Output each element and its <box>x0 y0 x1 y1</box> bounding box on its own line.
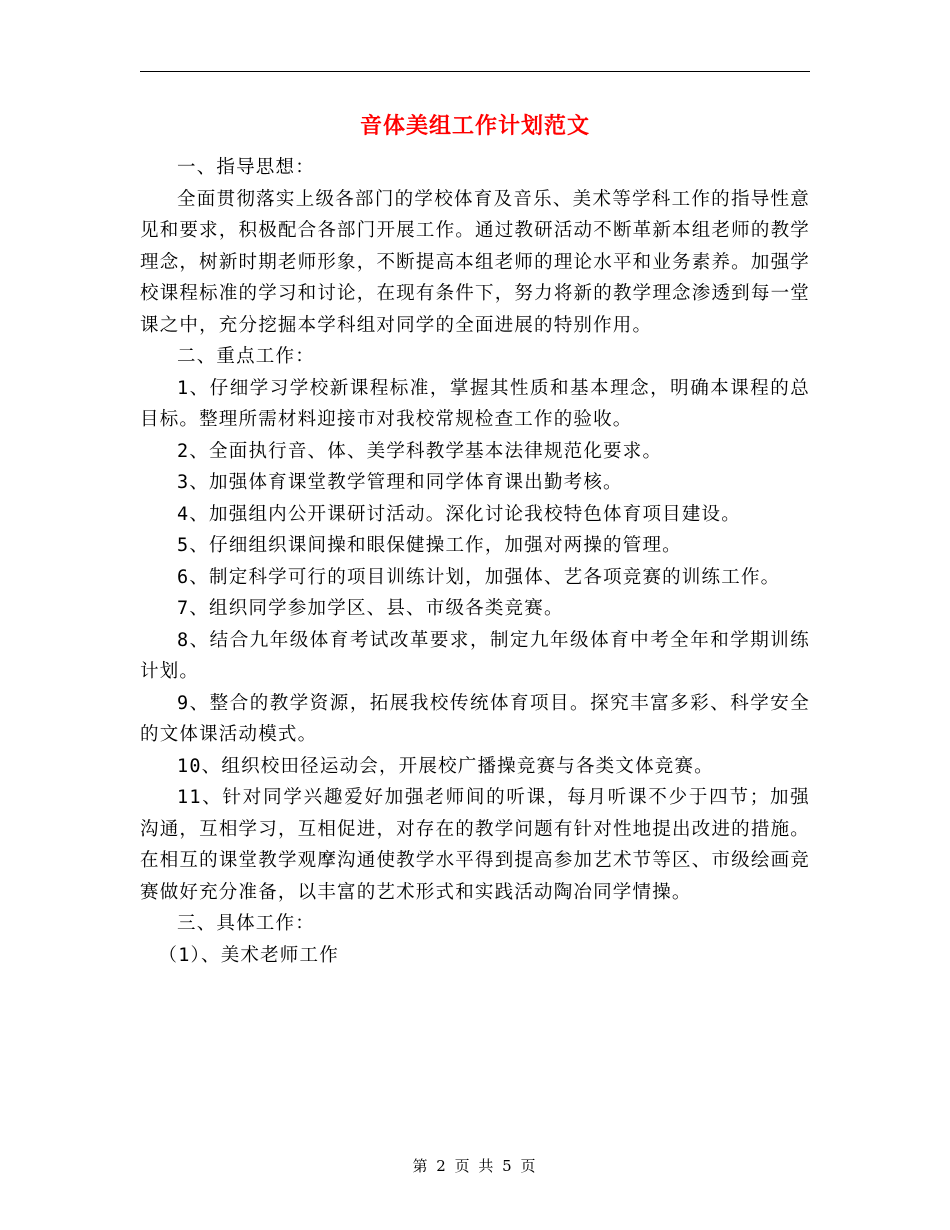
subsection-heading-art: （1）、美术老师工作 <box>158 944 339 966</box>
section-heading-1: 一、指导思想： <box>177 157 315 178</box>
document-body <box>140 152 810 971</box>
list-item-8: 8、结合九年级体育考试改革要求，制定九年级体育中考全年和学期训练计划。 <box>140 629 810 682</box>
list-item-4: 4、加强组内公开课研讨活动。深化讨论我校特色体育项目建设。 <box>177 503 741 525</box>
list-item-1: 1、仔细学习学校新课程标准，掌握其性质和基本理念，明确本课程的总目标。整理所需材料迎接市对我校常规检查工作的验收。 <box>140 377 810 430</box>
list-item-10: 10、组织校田径运动会，开展校广播操竞赛与各类文体竞赛。 <box>177 755 714 777</box>
document-title: 音体美组工作计划范文 <box>359 113 590 139</box>
page-footer: 第 2 页 共 5 页 <box>412 1157 538 1175</box>
paragraph-guiding-thought: 全面贯彻落实上级各部门的学校体育及音乐、美术等学科工作的指导性意见和要求，积极配合各部门开展工作。通过教研活动不断革新本组老师的教学理念，树新时期老师形象，不断提高本组老师的理论水平和业务素养。加强学校课程标准的学习和讨论，在现有条件下，努力将新的教学理念渗透到每一堂课之中，充分挖掘本学科组对同学的全面进展的特别作用。 <box>140 188 810 336</box>
list-item-3: 3、加强体育课堂教学管理和同学体育课出勤考核。 <box>177 472 623 493</box>
list-item-2: 2、全面执行音、体、美学科教学基本法律规范化要求。 <box>177 440 663 462</box>
section-heading-2: 二、重点工作： <box>177 346 315 367</box>
list-item-7: 7、组织同学参加学区、县、市级各类竞赛。 <box>177 598 564 619</box>
section-heading-3: 三、具体工作： <box>177 913 315 934</box>
list-item-6: 6、制定科学可行的项目训练计划，加强体、艺各项竞赛的训练工作。 <box>177 566 781 588</box>
list-item-5: 5、仔细组织课间操和眼保健操工作，加强对两操的管理。 <box>177 535 682 556</box>
list-item-11: 11、针对同学兴趣爱好加强老师间的听课，每月听课不少于四节；加强沟通，互相学习，互相促进，对存在的教学问题有针对性地提出改进的措施。在相互的课堂教学观摩沟通使教学水平得到提高参加艺术节等区、市级绘画竞赛做好充分准备，以丰富的艺术形式和实践活动陶冶同学情操。 <box>140 787 810 903</box>
list-item-9: 9、整合的教学资源，拓展我校传统体育项目。探究丰富多彩、科学安全的文体课活动模式。 <box>140 692 810 745</box>
header-rule <box>140 71 810 72</box>
